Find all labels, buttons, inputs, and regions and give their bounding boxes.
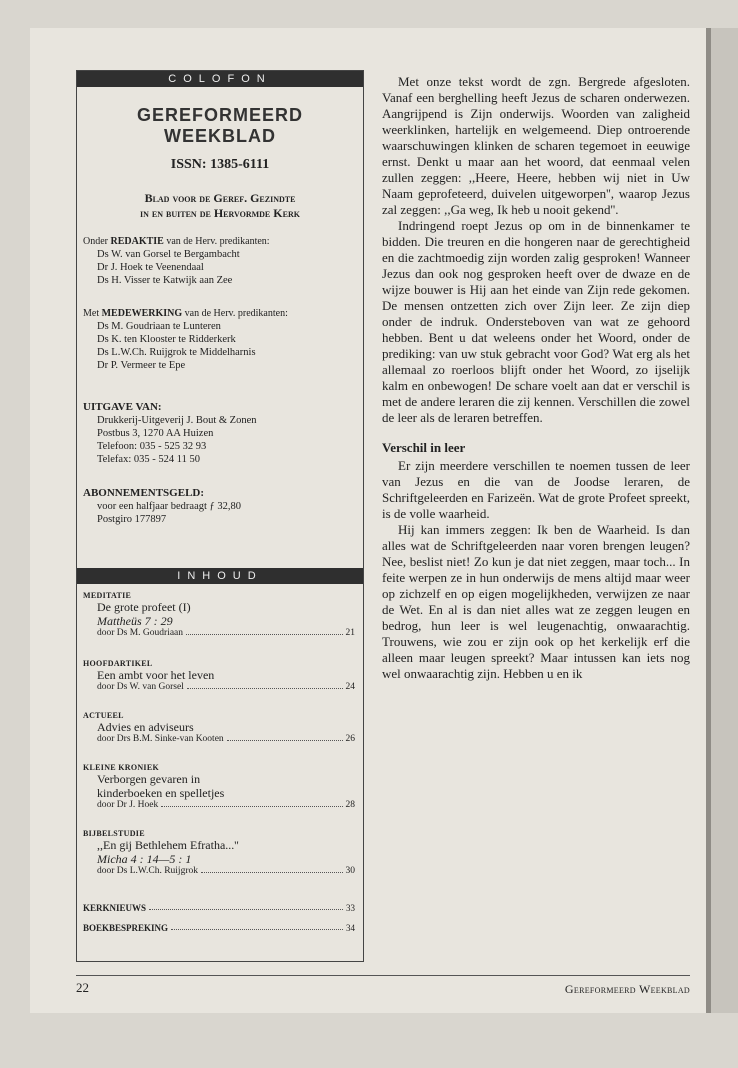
page-number: 22 — [76, 980, 89, 995]
medewerking-block: Met MEDEWERKING van de Herv. predikanten: Ds M. Goudriaan te Lunteren Ds K. ten Klooster te Ridderkerk Ds L.W.Ch. Ruijgrok te Middelharnis Dr P. Vermeer te Epe — [83, 308, 288, 371]
toc-extra: BOEKBESPREKING 34 — [83, 923, 355, 933]
toc-section: KLEINE KRONIEK Verborgen gevaren in kinderboeken en spelletjes door Dr J. Hoek 28 — [83, 763, 355, 810]
toc-section: HOOFDARTIKEL Een ambt voor het leven door Ds W. van Gorsel 24 — [83, 659, 355, 692]
colofon-header: COLOFON — [77, 71, 363, 87]
footer-rule — [76, 975, 690, 976]
issn: ISSN: 1385-6111 — [170, 157, 270, 172]
next-page-edge — [706, 28, 738, 1013]
inhoud-header: INHOUD — [77, 568, 363, 584]
toc-section: BIJBELSTUDIE ,,En gij Bethlehem Efratha...'' Micha 4 : 14—5 : 1 door Ds L.W.Ch. Ruijgrok 30 — [83, 829, 355, 876]
abonnement-block: ABONNEMENTSGELD: voor een halfjaar bedraagt ƒ 32,80 Postgiro 177897 — [83, 487, 242, 525]
redaktie-block: Onder REDAKTIE van de Herv. predikanten: Ds W. van Gorsel te Bergambacht Dr J. Hoek te Veenendaal Ds H. Visser te Katwijk aan Zee — [83, 236, 270, 286]
running-footer: Gereformeerd Weekblad — [564, 982, 690, 996]
toc-section: MEDITATIE De grote profeet (I) Mattheüs 7 : 29 door Ds M. Goudriaan 21 — [83, 591, 355, 638]
page-gutter — [706, 28, 711, 1013]
uitgave-block: UITGAVE VAN: Drukkerij-Uitgeverij J. Bout & Zonen Postbus 3, 1270 AA Huizen Telefoon: 035 - 525 32 93 Telefax: 035 - 524 11 50 — [83, 401, 257, 465]
article-text: Met onze tekst wordt de zgn. Bergrede afgesloten. Vanaf een berghelling heeft Jezus de scharen onderwezen. Aangrijpend is Zijn onderwijs. Woorden van zaligheid weerklinken, hartelijk en welgemeend. Diep ontroerende waarschuwingen klinken de scharen tegemoet in eeuwige ernst. Denkt u maar aan het woord, dat eenmaal velen zullen zeggen: ,,Heere, Heere, hebben wij niet in Uw Naam geprofeteerd, duivelen uitgeworpen'', waarop Jezus zal zeggen: ,,Ga weg, Ik heb u nooit gekend''. Indringend roept Jezus op om in de binnenkamer te bidden. Die treuren en die hongeren naar de gerechtigheid en die zachtmoedig zijn worden zalig gesproken! Wanneer Jezus dan ook nog gesproken heeft over de dwaze en de wijze bouwer is Hij aan het einde van Zijn rede gekomen. De mensen ontzetten zich over Zijn leer. Ze zijn diep onder de indruk. Ondersteboven van wat ze gehoord hebben. Bent u dat weleens onder het Woord, onder de prediking: van uw stuk gebracht voor God? Wat erg als het allemaal zo roerloos blijft onder het Woord, zo ijselijk kalm en onbewogen! De schare voelt aan dat er verschil is met de andere leraren die zij kennen. Verschillen die zowel de leer als de leraren betreffen. Verschil in leer Er zijn meerdere verschillen te noemen tussen de leer van Jezus en die van de Joodse leraren, de Schriftgeleerden en Farizeën. Wat de grote Profeet spreekt, is de volle waarheid. Hij kan immers zeggen: Ik ben de Waarheid. Is dan alles wat de Schriftgeleerden naar voren brengen leugen? Nee, beslist niet! Zo kun je dat niet zeggen, maar toch... In feite werpen ze in hun onderwijs de mens altijd maar weer op zichzelf en op eigen mogelijkheden, verwijzen ze naar de Wet. En al is dan niet alles wat ze zeggen leugen en bedrog, hun leer is wel leugenachtig, onwaarachtig. Trouwens, wie zou er zijn ook op het kerkelijk erf die alleen maar leugen spreekt? Maar intussen kan iets nog wel onwaarachtig zijn. Hebben u en ik — [382, 74, 690, 681]
toc-extra: KERKNIEUWS 33 — [83, 903, 355, 913]
section-heading: Verschil in leer — [382, 440, 466, 455]
masthead-title: GEREFORMEERD WEEKBLAD — [136, 105, 303, 146]
toc-section: ACTUEEL Advies en adviseurs door Drs B.M. Sinke-van Kooten 26 — [83, 711, 355, 744]
colofon-box — [76, 70, 364, 962]
subtitle: Blad voor de Geref. Gezindte in en buiten de Hervormde Kerk — [140, 191, 300, 220]
